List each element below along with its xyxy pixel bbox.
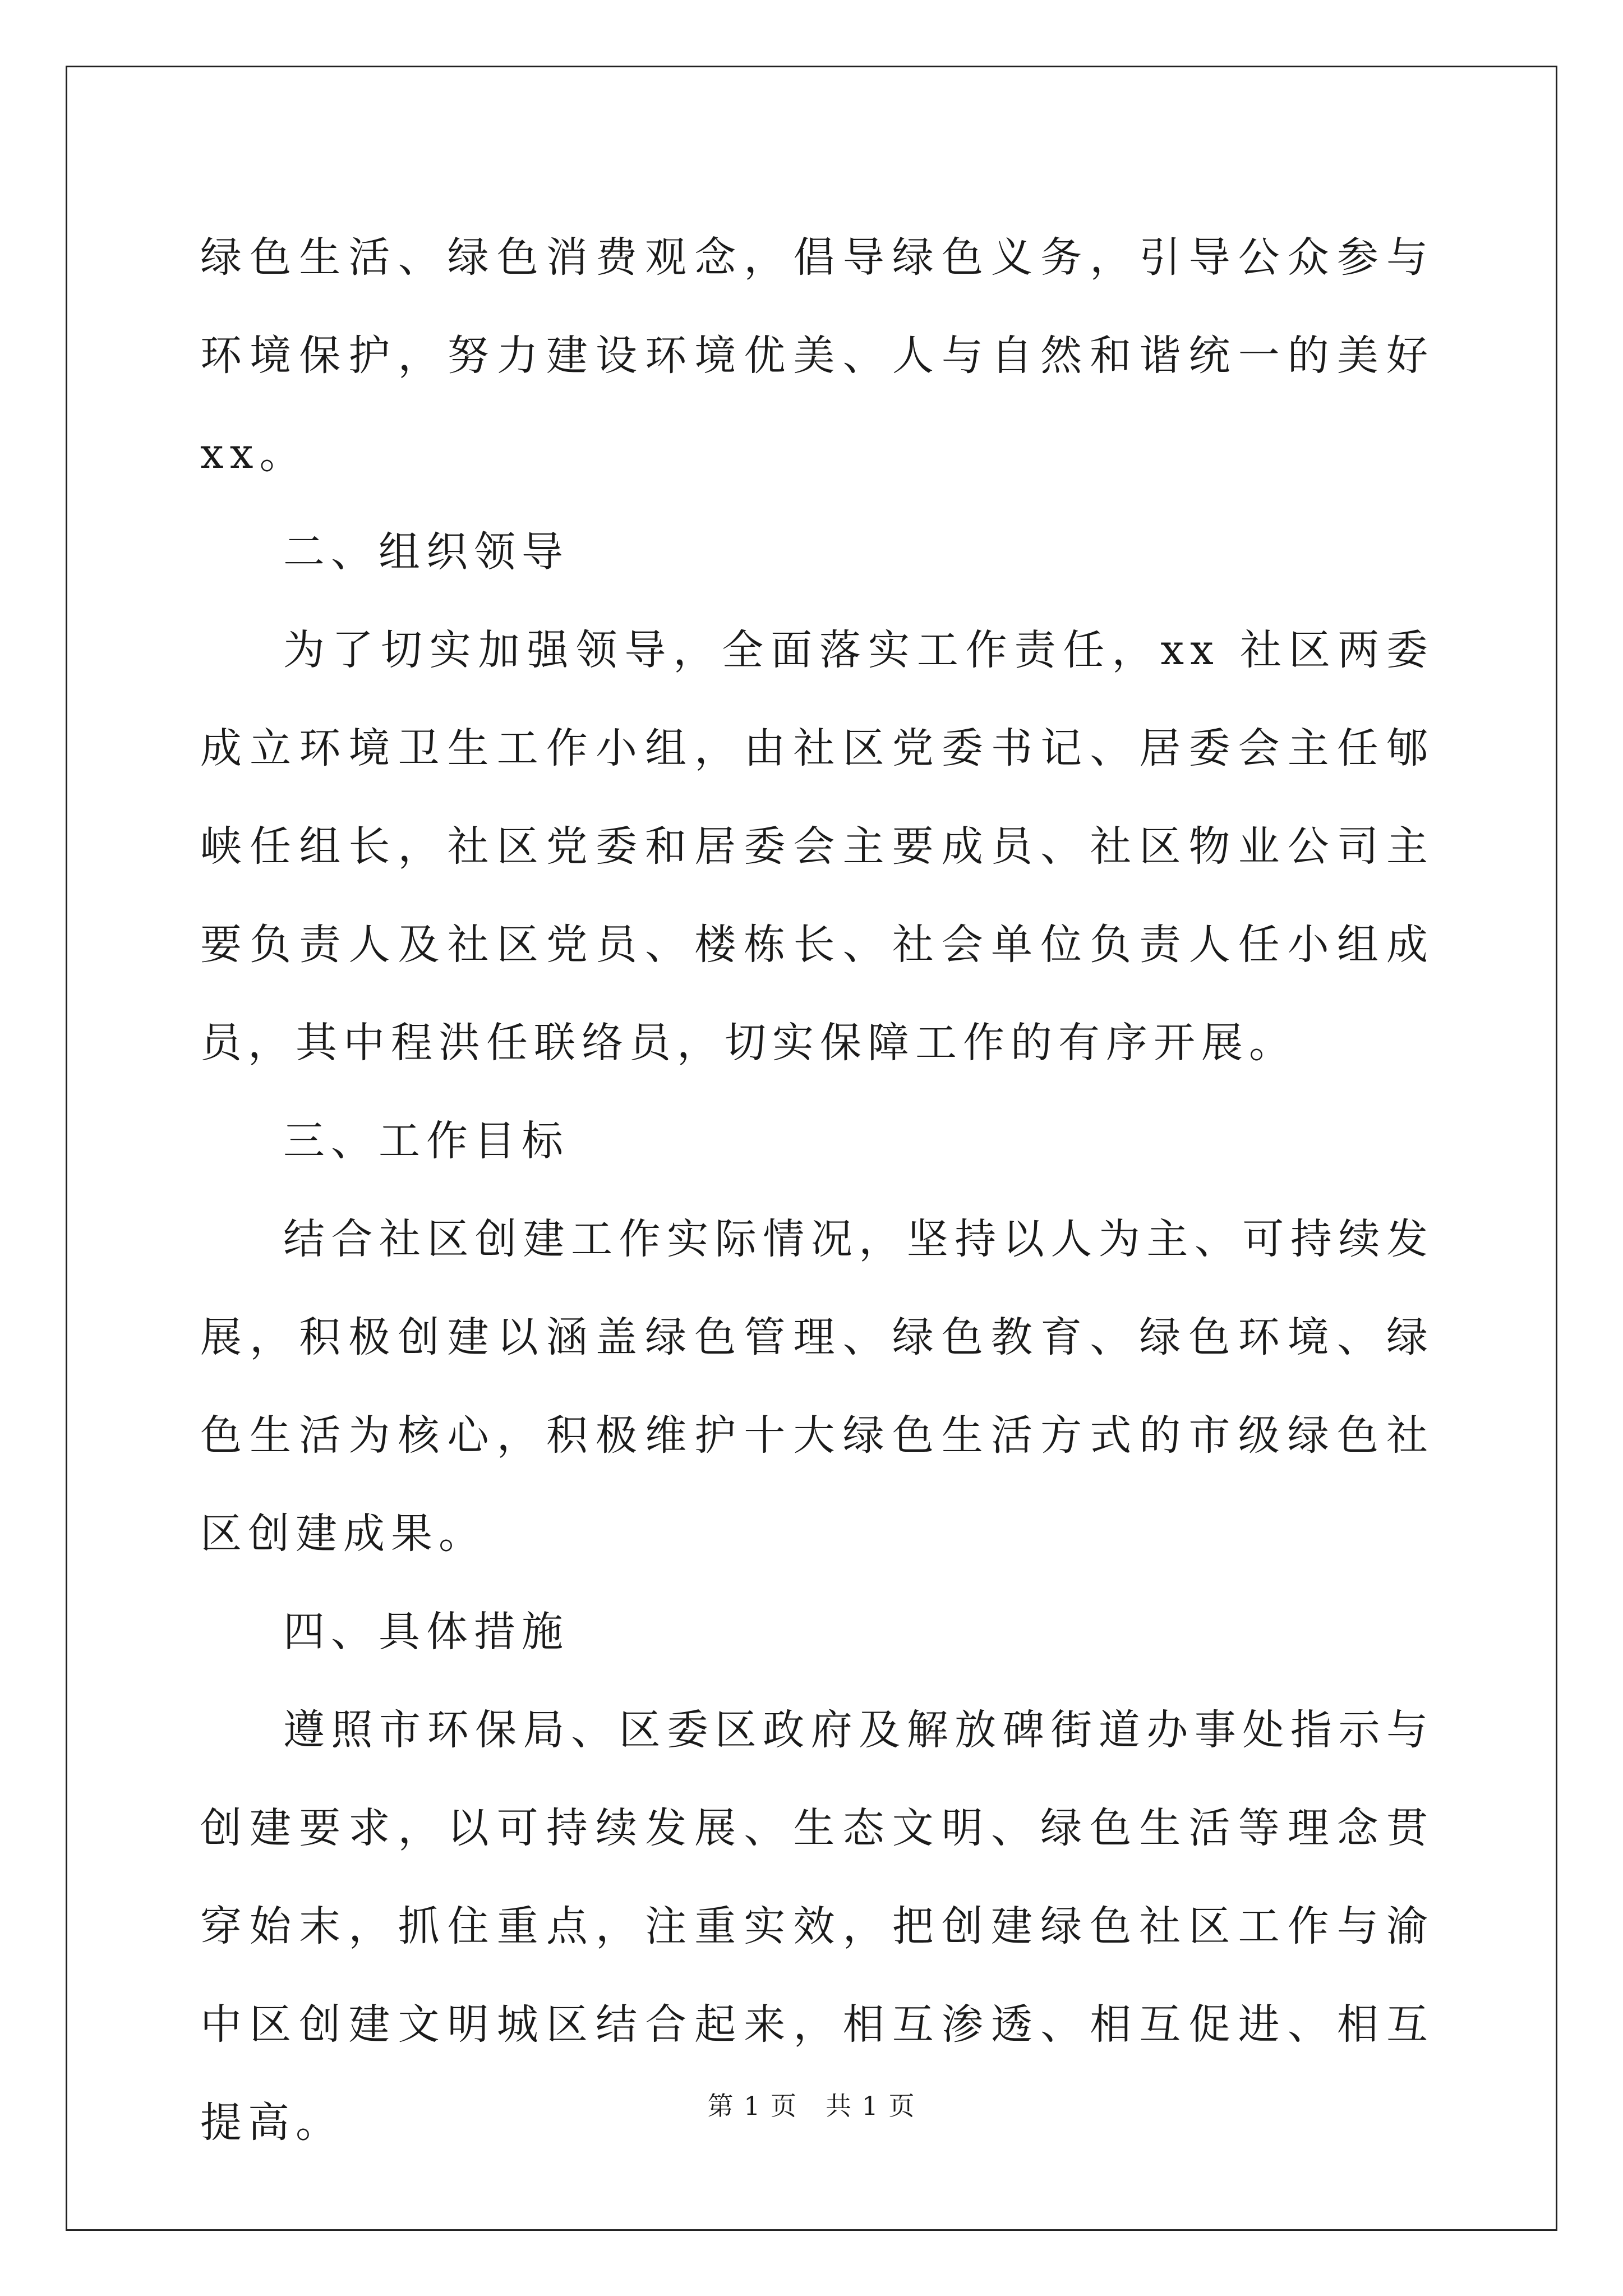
document-body — [200, 209, 1434, 2172]
section-heading-goals: 三、工作目标 — [283, 1117, 569, 1165]
page-footer — [0, 2086, 1623, 2123]
page-total: 共 1 页 — [825, 2091, 916, 2121]
page-number: 第 1 页 — [707, 2091, 798, 2121]
paragraph-intro-continuation: 绿色生活、绿色消费观念，倡导绿色义务，引导公众参与环境保护，努力建设环境优美、人与自然和谐统一的美好 xx。 — [200, 233, 1434, 478]
section-heading-organization: 二、组织领导 — [283, 528, 569, 576]
paragraph-goals: 结合社区创建工作实际情况，坚持以人为主、可持续发展，积极创建以涵盖绿色管理、绿色教育、绿色环境、绿色生活为核心，积极维护十大绿色生活方式的市级绿色社区创建成果。 — [200, 1215, 1434, 1558]
paragraph-measures: 遵照市环保局、区委区政府及解放碑街道办事处指示与创建要求，以可持续发展、生态文明、绿色生活等理念贯穿始末，抓住重点，注重实效，把创建绿色社区工作与渝中区创建文明城区结合起来，相互渗透、相互促进、相互提高。 — [200, 1706, 1434, 2147]
paragraph-organization: 为了切实加强领导，全面落实工作责任，xx 社区两委成立环境卫生工作小组，由社区党委书记、居委会主任郇峡任组长，社区党委和居委会主要成员、社区物业公司主要负责人及社区党员、楼栋长、社会单位负责人任小组成员，其中程洪任联络员，切实保障工作的有序开展。 — [200, 626, 1434, 1067]
section-heading-measures: 四、具体措施 — [283, 1608, 569, 1656]
